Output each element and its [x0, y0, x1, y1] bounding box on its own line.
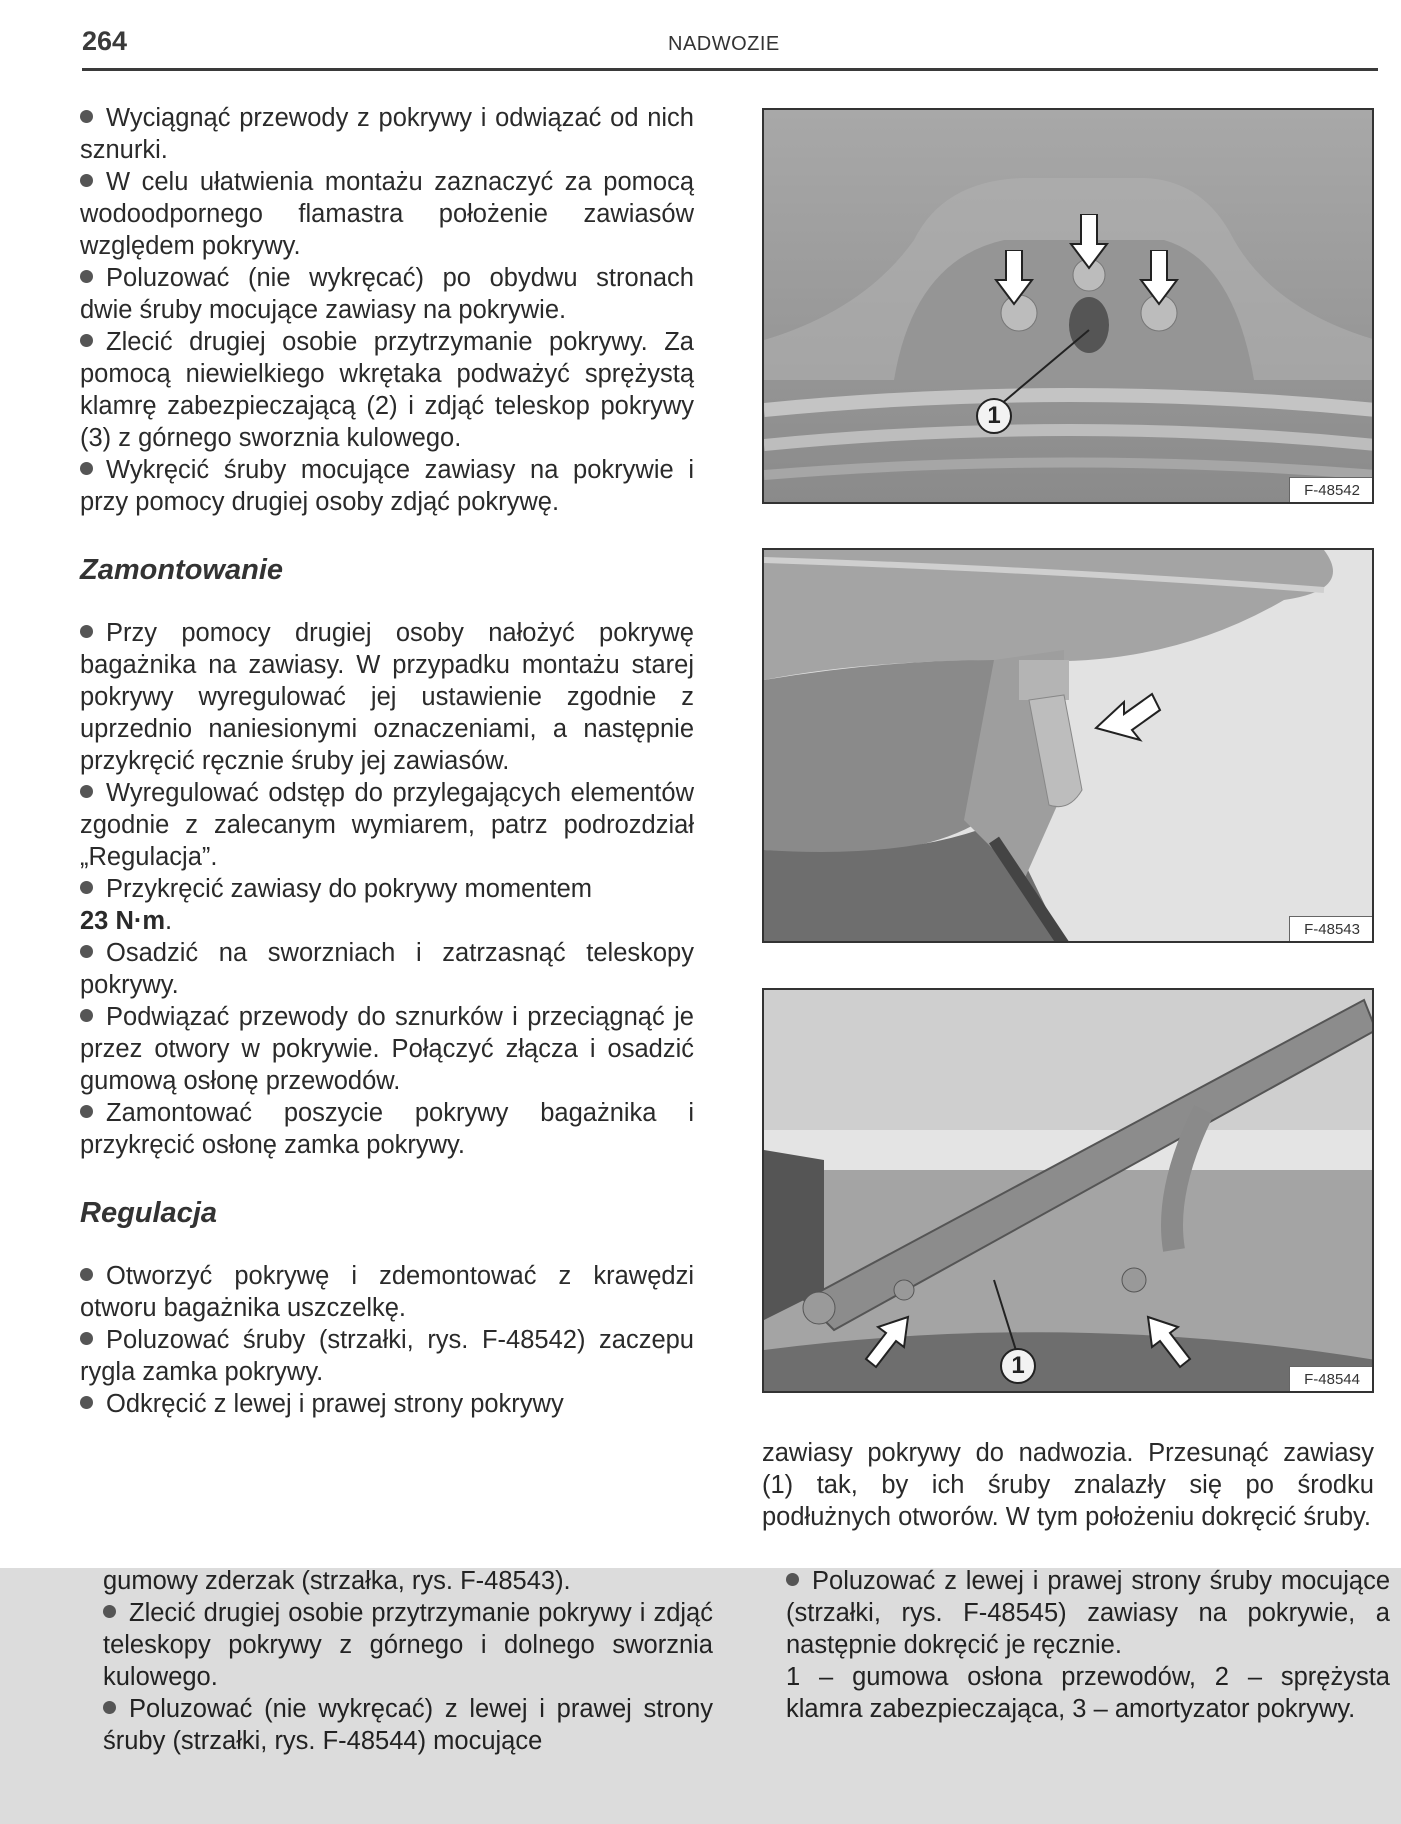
bullet-icon	[80, 785, 93, 798]
list-item: Zlecić drugiej osobie przytrzymanie pokrywy. Za pomocą niewielkiego wkrętaka podważyć sprężystą klamrę zabezpieczającą (2) i zdjąć teleskop pokrywy (3) z górnego sworznia kulowego.	[80, 328, 694, 452]
figure-label: F-48542	[1289, 477, 1372, 502]
paragraph: zawiasy pokrywy do nadwozia. Przesunąć zawiasy (1) tak, by ich śruby znalazły się po środku podłużnych otworów. W tym położeniu dokręcić śruby.	[762, 1439, 1374, 1531]
section-heading-zamontowanie: Zamontowanie	[80, 554, 284, 586]
list-item: W celu ułatwienia montażu zaznaczyć za pomocą wodoodpornego flamastra położenie zawiasów względem pokrywy.	[80, 168, 694, 260]
bullet-icon	[103, 1701, 116, 1714]
figure-label: F-48544	[1289, 1366, 1372, 1391]
list-item: Odkręcić z lewej i prawej strony pokrywy	[80, 1388, 694, 1420]
page-number: 264	[82, 26, 128, 56]
bullet-icon	[80, 1009, 93, 1022]
list-item: Wykręcić śruby mocujące zawiasy na pokrywie i przy pomocy drugiej osoby zdjąć pokrywę.	[80, 456, 694, 516]
list-item: Poluzować z lewej i prawej strony śruby mocujące (strzałki, rys. F-48545) zawiasy na pokrywie, a następnie dokręcić je ręcznie.	[786, 1567, 1390, 1659]
list-item: Poluzować (nie wykręcać) z lewej i prawej strony śruby (strzałki, rys. F-48544) mocujące	[103, 1695, 713, 1755]
band-left-column	[103, 1565, 713, 1757]
right-column	[762, 1437, 1374, 1533]
list-item: Zamontować poszycie pokrywy bagażnika i przykręcić osłonę zamka pokrywy.	[80, 1099, 694, 1159]
paragraph: gumowy zderzak (strzałka, rys. F-48543).	[103, 1567, 571, 1595]
bullet-icon	[80, 110, 93, 123]
list-item: Przykręcić zawiasy do pokrywy momentem 23 N·m.	[80, 875, 593, 935]
bullet-icon	[80, 174, 93, 187]
bullet-icon	[80, 1332, 93, 1345]
figure-f48543	[762, 548, 1374, 943]
bullet-icon	[80, 1105, 93, 1118]
header-rule	[82, 68, 1378, 71]
running-head: NADWOZIE	[668, 33, 780, 55]
figure-label: F-48543	[1289, 916, 1372, 941]
callout-1: 1	[1000, 1348, 1036, 1384]
list-item: Poluzować (nie wykręcać) po obydwu stronach dwie śruby mocujące zawiasy na pokrywie.	[80, 264, 694, 324]
torque-value: 23 N·m	[80, 907, 166, 935]
arrow-up-right-icon	[864, 1315, 914, 1371]
arrow-up-left-icon	[1142, 1315, 1192, 1371]
rubber-stop-photo	[764, 550, 1374, 943]
list-item: Wyciągnąć przewody z pokrywy i odwiązać od nich sznurki.	[80, 104, 694, 164]
list-item: Poluzować śruby (strzałki, rys. F-48542) zaczepu rygla zamka pokrywy.	[80, 1326, 694, 1386]
list-item: Zlecić drugiej osobie przytrzymanie pokrywy i zdjąć teleskopy pokrywy z górnego i dolnego sworznia kulowego.	[103, 1599, 713, 1691]
arrow-left-icon	[1094, 692, 1164, 746]
callout-1: 1	[976, 398, 1012, 434]
band-right-column	[786, 1565, 1390, 1725]
bullet-icon	[80, 625, 93, 638]
bullet-icon	[80, 945, 93, 958]
bullet-icon	[80, 881, 93, 894]
list-item: Wyregulować odstęp do przylegających elementów zgodnie z zalecanym wymiarem, patrz podrozdział „Regulacja”.	[80, 779, 694, 871]
figure-f48544	[762, 988, 1374, 1393]
trunk-lock-photo	[764, 110, 1374, 504]
list-item: Otworzyć pokrywę i zdemontować z krawędzi otworu bagażnika uszczelkę.	[80, 1262, 694, 1322]
arrow-down-icon	[994, 250, 1034, 306]
left-column	[80, 102, 694, 1420]
bullet-icon	[80, 1396, 93, 1409]
bullet-icon	[80, 334, 93, 347]
arrow-down-icon	[1069, 214, 1109, 270]
list-item: Podwiązać przewody do sznurków i przeciągnąć je przez otwory w pokrywie. Połączyć złącza i osadzić gumową osłonę przewodów.	[80, 1003, 694, 1095]
bullet-icon	[80, 270, 93, 283]
list-item: Osadzić na sworzniach i zatrzasnąć teleskopy pokrywy.	[80, 939, 694, 999]
figure-f48542	[762, 108, 1374, 504]
figure-legend: 1 – gumowa osłona przewodów, 2 – sprężysta klamra zabezpieczająca, 3 – amortyzator pokrywy.	[786, 1663, 1390, 1723]
section-heading-regulacja: Regulacja	[80, 1197, 217, 1229]
arrow-down-icon	[1139, 250, 1179, 306]
list-item: Przy pomocy drugiej osoby nałożyć pokrywę bagażnika na zawiasy. W przypadku montażu starej pokrywy wyregulować jej ustawienie zgodnie z uprzednio naniesionymi oznaczeniami, a następnie przykręcić ręcznie śruby jej zawiasów.	[80, 619, 694, 775]
bullet-icon	[103, 1605, 116, 1618]
bullet-icon	[80, 462, 93, 475]
bullet-icon	[80, 1268, 93, 1281]
hinge-bolts-photo	[764, 990, 1374, 1393]
bullet-icon	[786, 1573, 799, 1586]
